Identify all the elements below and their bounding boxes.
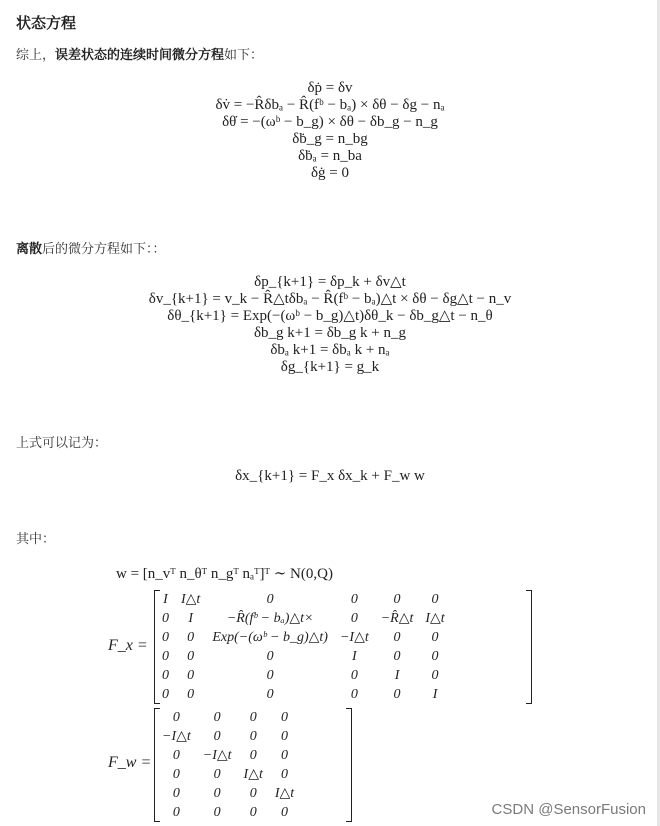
fw-matrix-cell: 0: [249, 729, 257, 744]
fx-matrix-cell: −I△t: [339, 630, 369, 645]
watermark: CSDN @SensorFusion: [491, 801, 646, 818]
fw-matrix-cell: 0: [172, 748, 180, 763]
fw-right-bracket: [346, 708, 352, 822]
fw-matrix-cell: I△t: [243, 767, 263, 782]
fx-matrix-cell: 0: [393, 630, 401, 645]
fx-matrix-cell: 0: [187, 668, 195, 683]
fx-matrix-cell: 0: [162, 687, 169, 702]
equation-line: w = [n_vᵀ n_θᵀ n_gᵀ nₐᵀ]ᵀ ∼ N(0,Q): [116, 566, 333, 582]
equation-line: δġ = 0: [310, 165, 350, 181]
equation-line: δb_g k+1 = δb_g k + n_g: [253, 325, 406, 341]
fw-matrix-cell: 0: [172, 767, 180, 782]
section-heading: 状态方程: [16, 15, 77, 32]
fx-matrix-cell: 0: [162, 649, 169, 664]
fw-matrix-cell: 0: [213, 710, 221, 725]
fx-matrix-cell: I: [352, 649, 357, 664]
equation-line: δv̇ = −R̂δbₐ − R̂(fᵇ − bₐ) × δθ − δg − nₐ: [215, 97, 445, 113]
equation-line: δṗ = δv: [307, 80, 353, 96]
fw-matrix-cell: 0: [281, 805, 289, 820]
fx-matrix-cell: 0: [393, 649, 401, 664]
fw-matrix-cell: 0: [213, 729, 221, 744]
fx-matrix-row: [156, 628, 451, 647]
fx-matrix-cell: 0: [431, 668, 439, 683]
fx-matrix-cell: 0: [162, 611, 169, 626]
discrete-bold: 离散: [16, 241, 43, 256]
fw-matrix-row: [156, 746, 300, 765]
fw-matrix-cell: 0: [172, 710, 180, 725]
fx-matrix-cell: 0: [350, 611, 358, 626]
equation-line: δp_{k+1} = δp_k + δv△t: [254, 274, 406, 290]
fx-matrix-cell: I: [188, 611, 193, 626]
fx-matrix-cell: I: [432, 687, 438, 702]
fx-matrix-row: [156, 609, 451, 628]
fx-matrix-cell: 0: [187, 630, 195, 645]
fw-matrix-cell: 0: [249, 805, 257, 820]
fw-matrix-row: [156, 803, 300, 822]
fx-matrix-cell: 0: [350, 687, 358, 702]
fw-label: F_w =: [108, 754, 152, 771]
fx-matrix-cell: I△t: [181, 592, 201, 607]
fw-matrix-cell: −I△t: [162, 729, 191, 744]
fx-matrix-cell: 0: [162, 630, 169, 645]
compact-equation: [0, 468, 660, 485]
fx-matrix-cell: 0: [266, 687, 274, 702]
fx-matrix-cell: 0: [266, 649, 274, 664]
fx-matrix-cell: I: [163, 592, 168, 607]
fw-matrix-cell: 0: [172, 805, 180, 820]
fw-matrix-cell: 0: [213, 767, 221, 782]
fx-matrix-cell: Exp(−(ωᵇ − b_g)△t): [212, 630, 328, 645]
fw-matrix-cell: −I△t: [202, 748, 232, 763]
discrete-equations: [0, 274, 660, 376]
fw-matrix-cell: 0: [249, 710, 257, 725]
fw-matrix-cell: I△t: [274, 786, 295, 801]
fx-matrix-cell: 0: [266, 668, 274, 683]
fx-matrix-row: [156, 647, 451, 666]
discrete-suffix: 后的微分方程如下：：: [42, 241, 166, 256]
w-equation: [116, 566, 333, 583]
fw-matrix-cell: 0: [281, 710, 289, 725]
fx-matrix-cell: 0: [266, 592, 274, 607]
fx-matrix-cell: I△t: [425, 611, 445, 626]
fw-matrix: [156, 708, 300, 822]
equation-line: δḃₐ = n_ba: [298, 148, 362, 164]
fw-matrix-cell: 0: [281, 729, 289, 744]
equation-line: δḃ_g = n_bg: [292, 131, 368, 147]
fx-matrix-row: [156, 685, 451, 704]
fw-matrix-cell: 0: [281, 748, 289, 763]
fx-matrix: [156, 590, 451, 704]
equation-line: δx_{k+1} = F_x δx_k + F_w w: [235, 468, 425, 484]
fw-matrix-cell: 0: [172, 786, 180, 801]
fw-matrix-cell: 0: [213, 805, 221, 820]
fx-matrix-cell: I: [394, 668, 400, 683]
equation-line: δθ_{k+1} = Exp(−(ωᵇ − b_g)△t)δθ_k − δb_g△t − n_θ: [167, 308, 493, 324]
intro-suffix: 如下：: [224, 47, 264, 62]
fx-right-bracket: [526, 590, 532, 704]
equation-line: δv_{k+1} = v_k − R̂△tδbₐ − R̂(fᵇ − bₐ)△t × δθ − δg△t − n_v: [148, 291, 512, 307]
fw-matrix-cell: 0: [213, 786, 221, 801]
fw-matrix-cell: 0: [249, 786, 257, 801]
fw-matrix-row: [156, 784, 300, 803]
equation-line: δbₐ k+1 = δbₐ k + nₐ: [270, 342, 390, 358]
fw-matrix-row: [156, 708, 300, 727]
discrete-intro-paragraph: [16, 238, 166, 257]
fx-matrix-cell: 0: [162, 668, 169, 683]
fw-matrix-cell: 0: [281, 767, 289, 782]
fx-matrix-cell: 0: [187, 687, 195, 702]
fx-matrix-cell: 0: [350, 592, 358, 607]
fx-matrix-row: [156, 590, 451, 609]
fx-matrix-cell: 0: [393, 592, 401, 607]
where-paragraph: 其中：: [16, 531, 56, 546]
fw-matrix-row: [156, 727, 300, 746]
intro-paragraph: [16, 44, 263, 63]
equation-line: δθ̇ = −(ωᵇ − b_g) × δθ − δb_g − n_g: [222, 114, 438, 130]
continuous-equations: [0, 80, 660, 182]
compact-intro-paragraph: 上式可以记为：: [16, 435, 108, 450]
fx-matrix-cell: −R̂△t: [380, 611, 414, 626]
fx-matrix-cell: 0: [431, 630, 439, 645]
fx-matrix-row: [156, 666, 451, 685]
intro-prefix: 综上，: [16, 47, 56, 62]
intro-bold: 误差状态的连续时间微分方程: [55, 47, 225, 62]
fx-matrix-cell: 0: [350, 668, 358, 683]
fx-matrix-cell: 0: [431, 649, 439, 664]
fx-matrix-cell: 0: [187, 649, 195, 664]
fx-label: F_x =: [108, 637, 148, 654]
equation-line: δg_{k+1} = g_k: [280, 359, 380, 375]
fw-matrix-row: [156, 765, 300, 784]
fx-matrix-cell: 0: [431, 592, 439, 607]
fw-matrix-cell: 0: [249, 748, 257, 763]
fx-matrix-cell: 0: [393, 687, 401, 702]
fx-matrix-cell: −R̂(fᵇ − bₐ)△t×: [226, 611, 314, 626]
